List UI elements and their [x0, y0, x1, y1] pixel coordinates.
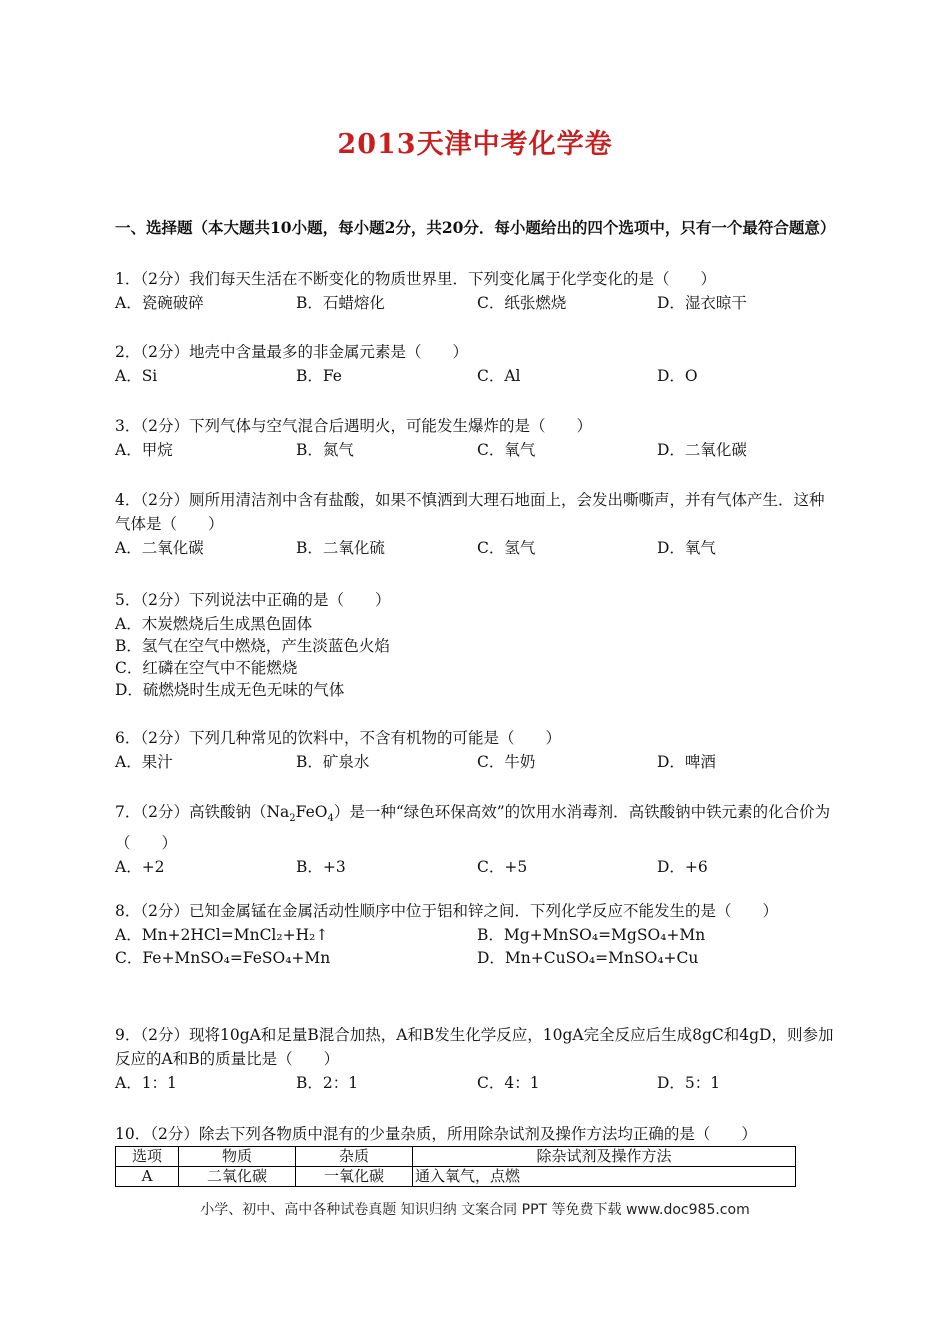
table-cell: 二氧化碳 [179, 1167, 296, 1187]
option-d: D．啤酒 [657, 753, 716, 771]
question-stem: 1．（2分）我们每天生活在不断变化的物质世界里．下列变化属于化学变化的是（ ） [115, 270, 716, 288]
question-stem: 3．（2分）下列气体与空气混合后遇明火，可能发生爆炸的是（ ） [115, 417, 592, 435]
table-header-cell: 物质 [179, 1147, 296, 1167]
section-heading: 一、选择题（本大题共10小题，每小题2分，共20分．每小题给出的四个选项中，只有一个最符合题意） [115, 218, 836, 237]
question-1 [115, 267, 835, 315]
option-d: D．+6 [657, 858, 708, 877]
option-b: B．矿泉水 [296, 753, 370, 771]
table-row [116, 1167, 796, 1187]
option-c: C．牛奶 [477, 753, 536, 771]
option-d: D．硫燃烧时生成无色无味的气体 [115, 681, 345, 699]
question-stem: 4．（2分）厕所用清洁剂中含有盐酸，如果不慎洒到大理石地面上，会发出嘶嘶声，并有气体产生．这种气体是（ ） [115, 491, 825, 533]
question-2 [115, 340, 835, 388]
option-c: C．+5 [477, 858, 528, 877]
stem-part: ）是一种“绿色环保高效”的饮用水消毒剂．高铁酸钠中铁元素的化合价为（ ） [115, 803, 831, 853]
table-cell: A [116, 1167, 179, 1187]
option-c: C．Fe+MnSO₄=FeSO₄+Mn [115, 949, 331, 967]
option-c: C．纸张燃烧 [477, 294, 567, 312]
subscript: 2 [289, 813, 296, 825]
question-7 [115, 800, 835, 879]
option-b: B．二氧化硫 [296, 539, 385, 557]
option-a: A．Si [115, 367, 158, 385]
impurity-table [115, 1146, 796, 1187]
question-stem: 2．（2分）地壳中含量最多的非金属元素是（ ） [115, 343, 468, 361]
option-b: B．Fe [296, 367, 342, 385]
option-c: C．4：1 [477, 1074, 540, 1092]
option-d: D．O [657, 367, 698, 385]
stem-part: FeO [295, 803, 328, 821]
table-header-cell: 杂质 [296, 1147, 413, 1167]
option-d: D．5：1 [657, 1074, 721, 1092]
option-a: A．甲烷 [115, 441, 173, 459]
option-d: D．Mn+CuSO₄=MnSO₄+Cu [477, 949, 699, 967]
question-stem: 5．（2分）下列说法中正确的是（ ） [115, 591, 391, 609]
option-a: A．Mn+2HCl=MnCl₂+H₂↑ [115, 926, 329, 944]
option-c: C．Al [477, 367, 521, 385]
question-stem: 6．（2分）下列几种常见的饮料中，不含有机物的可能是（ ） [115, 729, 561, 747]
question-4 [115, 488, 835, 560]
question-3 [115, 414, 835, 462]
question-stem: 8．（2分）已知金属锰在金属活动性顺序中位于铝和锌之间．下列化学反应不能发生的是（ ） [115, 902, 778, 920]
question-stem [115, 800, 835, 855]
option-a: A．+2 [115, 858, 165, 877]
option-d: D．湿衣晾干 [657, 294, 747, 312]
option-b: B．Mg+MnSO₄=MgSO₄+Mn [477, 926, 706, 944]
option-b: B．+3 [296, 858, 346, 877]
option-c: C．氢气 [477, 539, 536, 557]
question-9 [115, 1023, 835, 1095]
question-10 [115, 1122, 835, 1146]
subscript: 4 [327, 813, 334, 825]
table-header-row [116, 1147, 796, 1167]
question-stem: 9．（2分）现将10gA和足量B混合加热，A和B发生化学反应，10gA完全反应后生成8gC和4gD，则参加反应的A和B的质量比是（ ） [115, 1026, 834, 1068]
option-a: A．瓷碗破碎 [115, 294, 204, 312]
table-cell: 一氧化碳 [296, 1167, 413, 1187]
footer-text: 小学、初中、高中各种试卷真题 知识归纳 文案合同 PPT 等免费下载 www.doc985.com [200, 1202, 750, 1218]
option-b: B．2：1 [296, 1074, 359, 1092]
option-d: D．二氧化碳 [657, 441, 747, 459]
question-stem: 10．（2分）除去下列各物质中混有的少量杂质，所用除杂试剂及操作方法均正确的是（ ） [115, 1125, 757, 1143]
page-title: 2013天津中考化学卷 [337, 129, 613, 160]
option-c: C．氧气 [477, 441, 536, 459]
option-a: A．二氧化碳 [115, 539, 204, 557]
option-c: C．红磷在空气中不能燃烧 [115, 659, 298, 677]
stem-part: 7．（2分）高铁酸钠（Na [115, 803, 290, 821]
table-cell: 通入氧气，点燃 [413, 1167, 796, 1187]
option-a: A．果汁 [115, 753, 173, 771]
table-header-cell: 除杂试剂及操作方法 [413, 1147, 796, 1167]
question-5 [115, 588, 835, 700]
option-b: B．氮气 [296, 441, 354, 459]
option-d: D．氧气 [657, 539, 716, 557]
option-b: B．氢气在空气中燃烧，产生淡蓝色火焰 [115, 637, 390, 655]
option-a: A．木炭燃烧后生成黑色固体 [115, 615, 313, 633]
option-a: A．1：1 [115, 1074, 177, 1092]
question-6 [115, 726, 835, 774]
question-8 [115, 899, 835, 969]
option-b: B．石蜡熔化 [296, 294, 385, 312]
table-header-cell: 选项 [116, 1147, 179, 1167]
